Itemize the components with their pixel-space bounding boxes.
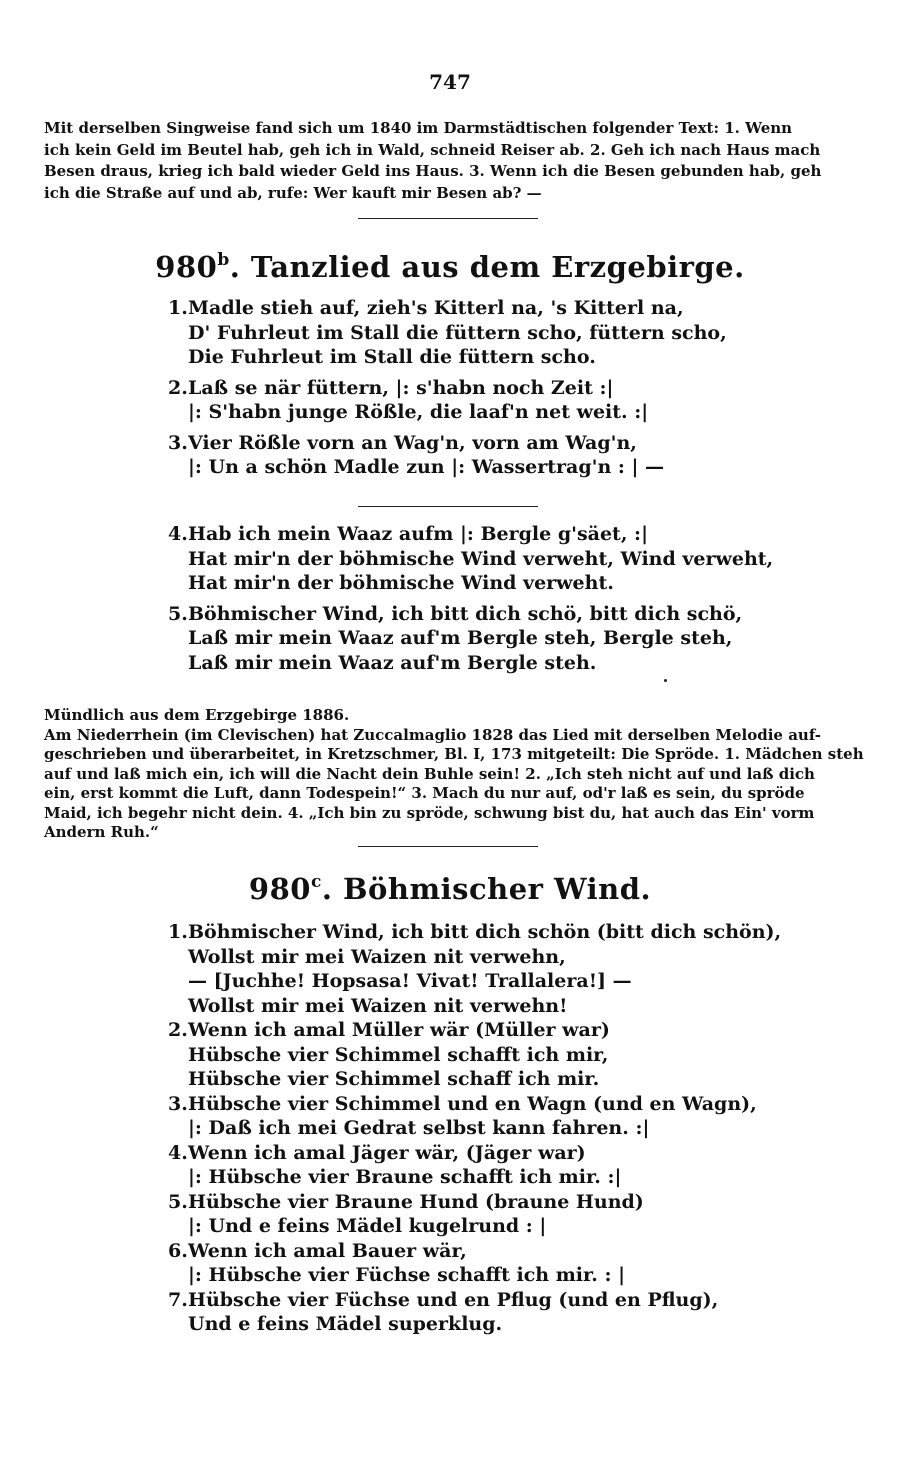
song-980b-notes — [44, 706, 864, 843]
page-number: 747 — [429, 70, 471, 94]
verse-line — [168, 1043, 781, 1068]
text-line: Maid, ich begehr nicht dein. 4. „Ich bin zu spröde, schwung bist du, hat auch das Ein' vorm — [44, 803, 815, 822]
verse-line — [168, 626, 773, 651]
verse-text: Hat mir'n der böhmische Wind verweht. — [188, 572, 614, 594]
intro-paragraph — [44, 118, 852, 204]
stanza-number: 3. — [168, 431, 188, 454]
verse-line — [168, 1092, 781, 1117]
verse-line — [168, 321, 727, 346]
song-number-suffix: c — [310, 872, 322, 892]
stanza-number: 7. — [168, 1288, 188, 1311]
verse-text: Hübsche vier Füchse und en Pflug (und en Pflug), — [188, 1288, 719, 1311]
verse-line — [168, 945, 781, 970]
text-line: auf und laß mich ein, ich will die Nacht dein Buhle sein! 2. „Ich steh nicht auf und laß dich — [44, 764, 815, 783]
verse-text: Hab ich mein Waaz aufm |: Bergle g'säet, :| — [188, 523, 648, 545]
verse-line — [168, 1116, 781, 1141]
stray-mark — [664, 679, 667, 682]
verse-text: Hübsche vier Schimmel und en Wagn (und en Wagn), — [188, 1092, 757, 1115]
verse-text: Hat mir'n der böhmische Wind verweht, Wind verweht, — [188, 547, 774, 570]
verse-text: Wollst mir mei Waizen nit verwehn, — [188, 945, 566, 968]
song-heading-980b: 980$^b$. Tanzlied aus dem Erzgebirge. — [155, 250, 745, 284]
stanza — [168, 431, 727, 480]
verse-text: |: Daß ich mei Gedrat selbst kann fahren. :| — [188, 1117, 650, 1139]
text-line: Andern Ruh.“ — [44, 823, 159, 841]
text-line: Am Niederrhein (im Clevischen) hat Zuccalmaglio 1828 das Lied mit derselben Melodie auf- — [44, 725, 821, 744]
verse-text: D' Fuhrleut im Stall die füttern scho, füttern scho, — [188, 321, 727, 344]
stanza-number: 5. — [168, 602, 188, 625]
song-title: Tanzlied aus dem Erzgebirge. — [250, 250, 745, 284]
verse-text: Wenn ich amal Bauer wär, — [188, 1239, 467, 1262]
verse-text: Hübsche vier Braune Hund (braune Hund) — [188, 1190, 644, 1213]
text-line: Mündlich aus dem Erzgebirge 1886. — [44, 706, 350, 724]
verse-line — [168, 431, 727, 456]
verse-line — [168, 296, 727, 321]
stanza — [168, 1141, 781, 1190]
verse-text: Vier Rößle vorn an Wag'n, vorn am Wag'n, — [188, 431, 637, 454]
verse-text: |: Un a schön Madle zun |: Wassertrag'n : | — — [188, 456, 665, 478]
verse-line — [168, 1067, 781, 1092]
verse-text: — [Juchhe! Hopsasa! Vivat! Trallalera!] — — [188, 970, 632, 992]
verse-text: Hübsche vier Schimmel schaff ich mir. — [188, 1068, 600, 1090]
verse-text: Wenn ich amal Müller wär (Müller war) — [188, 1019, 610, 1041]
verse-line — [168, 1141, 781, 1166]
verse-text: Wollst mir mei Waizen nit verwehn! — [188, 994, 568, 1017]
stanza — [168, 1092, 781, 1141]
verse-text: Die Fuhrleut im Stall die füttern scho. — [188, 346, 596, 368]
verse-text: |: S'habn junge Rößle, die laaf'n net weit. :| — [188, 401, 649, 423]
song-980b-stanzas-4-5 — [168, 522, 773, 675]
verse-line — [168, 345, 727, 370]
text-line: ein, erst kommt die Luft, dann Todespein!“ 3. Mach du nur auf, od'r laß es sein, du spröde — [44, 784, 805, 802]
stanza-number: 4. — [168, 523, 188, 545]
song-heading-980c: 980$^c$. Böhmischer Wind. — [248, 872, 652, 906]
stanza-number: 2. — [168, 376, 188, 399]
text-line: Besen draus, krieg ich bald wieder Geld ins Haus. 3. Wenn ich die Besen gebunden hab, geh — [44, 162, 822, 180]
text-line: Mit derselben Singweise fand sich um 1840 im Darmstädtischen folgender Text: 1. Wenn — [44, 119, 793, 137]
stanza — [168, 602, 773, 676]
verse-line — [168, 455, 727, 480]
verse-text: Und e feins Mädel superklug. — [188, 1313, 503, 1335]
text-line: ich die Straße auf und ab, rufe: Wer kauft mir Besen ab? — — [44, 183, 542, 202]
verse-line — [168, 1190, 781, 1215]
song-title: Böhmischer Wind. — [343, 872, 652, 906]
song-number: 980 — [248, 872, 311, 906]
verse-text: Hübsche vier Schimmel schafft ich mir, — [188, 1043, 609, 1066]
verse-text: |: Hübsche vier Füchse schafft ich mir. : | — [188, 1264, 626, 1286]
verse-line — [168, 1312, 781, 1337]
stanza-divider — [358, 506, 538, 507]
verse-line — [168, 376, 727, 401]
stanza-number: 4. — [168, 1141, 188, 1164]
verse-line — [168, 522, 773, 547]
stanza — [168, 376, 727, 425]
section-divider — [358, 218, 538, 219]
verse-line — [168, 994, 781, 1019]
song-number: 980 — [155, 250, 218, 284]
verse-line — [168, 1263, 781, 1288]
stanza — [168, 920, 781, 1018]
verse-line — [168, 969, 781, 994]
text-line: ich kein Geld im Beutel hab, geh ich in Wald, schneid Reiser ab. 2. Geh ich nach Haus mach — [44, 140, 821, 159]
stanza — [168, 1190, 781, 1239]
stanza — [168, 1239, 781, 1288]
verse-line — [168, 1214, 781, 1239]
stanza — [168, 296, 727, 370]
verse-line — [168, 1288, 781, 1313]
verse-text: Laß se när füttern, |: s'habn noch Zeit :| — [188, 376, 614, 399]
stanza-number: 2. — [168, 1019, 188, 1041]
section-divider — [358, 846, 538, 847]
verse-line — [168, 400, 727, 425]
text-line: geschrieben und überarbeitet, in Kretzschmer, Bl. I, 173 mitgeteilt: Die Spröde. 1. Mädchen steh — [44, 745, 864, 763]
verse-line — [168, 1239, 781, 1264]
verse-text: Wenn ich amal Jäger wär, (Jäger war) — [188, 1141, 586, 1164]
song-980b-stanzas-1-3 — [168, 296, 727, 480]
verse-line — [168, 602, 773, 627]
verse-text: |: Und e feins Mädel kugelrund : | — [188, 1215, 547, 1237]
verse-line — [168, 547, 773, 572]
verse-text: Madle stieh auf, zieh's Kitterl na, 's Kitterl na, — [188, 297, 684, 319]
verse-line — [168, 651, 773, 676]
verse-line — [168, 920, 781, 945]
stanza-number: 3. — [168, 1092, 188, 1115]
verse-text: |: Hübsche vier Braune schafft ich mir. :| — [188, 1166, 622, 1188]
verse-text: Laß mir mein Waaz auf'm Bergle steh, Bergle steh, — [188, 627, 733, 649]
song-number-suffix: b — [217, 250, 230, 270]
verse-line — [168, 1018, 781, 1043]
stanza-number: 5. — [168, 1190, 188, 1213]
song-980c-stanzas — [168, 920, 781, 1337]
stanza — [168, 1018, 781, 1092]
stanza — [168, 522, 773, 596]
stanza — [168, 1288, 781, 1337]
verse-text: Böhmischer Wind, ich bitt dich schön (bitt dich schön), — [188, 921, 782, 943]
verse-text: Laß mir mein Waaz auf'm Bergle steh. — [188, 651, 597, 674]
stanza-number: 1. — [168, 297, 188, 319]
verse-text: Böhmischer Wind, ich bitt dich schö, bitt dich schö, — [188, 602, 743, 625]
verse-line — [168, 1165, 781, 1190]
stanza-number: 1. — [168, 921, 188, 943]
verse-line — [168, 571, 773, 596]
stanza-number: 6. — [168, 1239, 188, 1262]
